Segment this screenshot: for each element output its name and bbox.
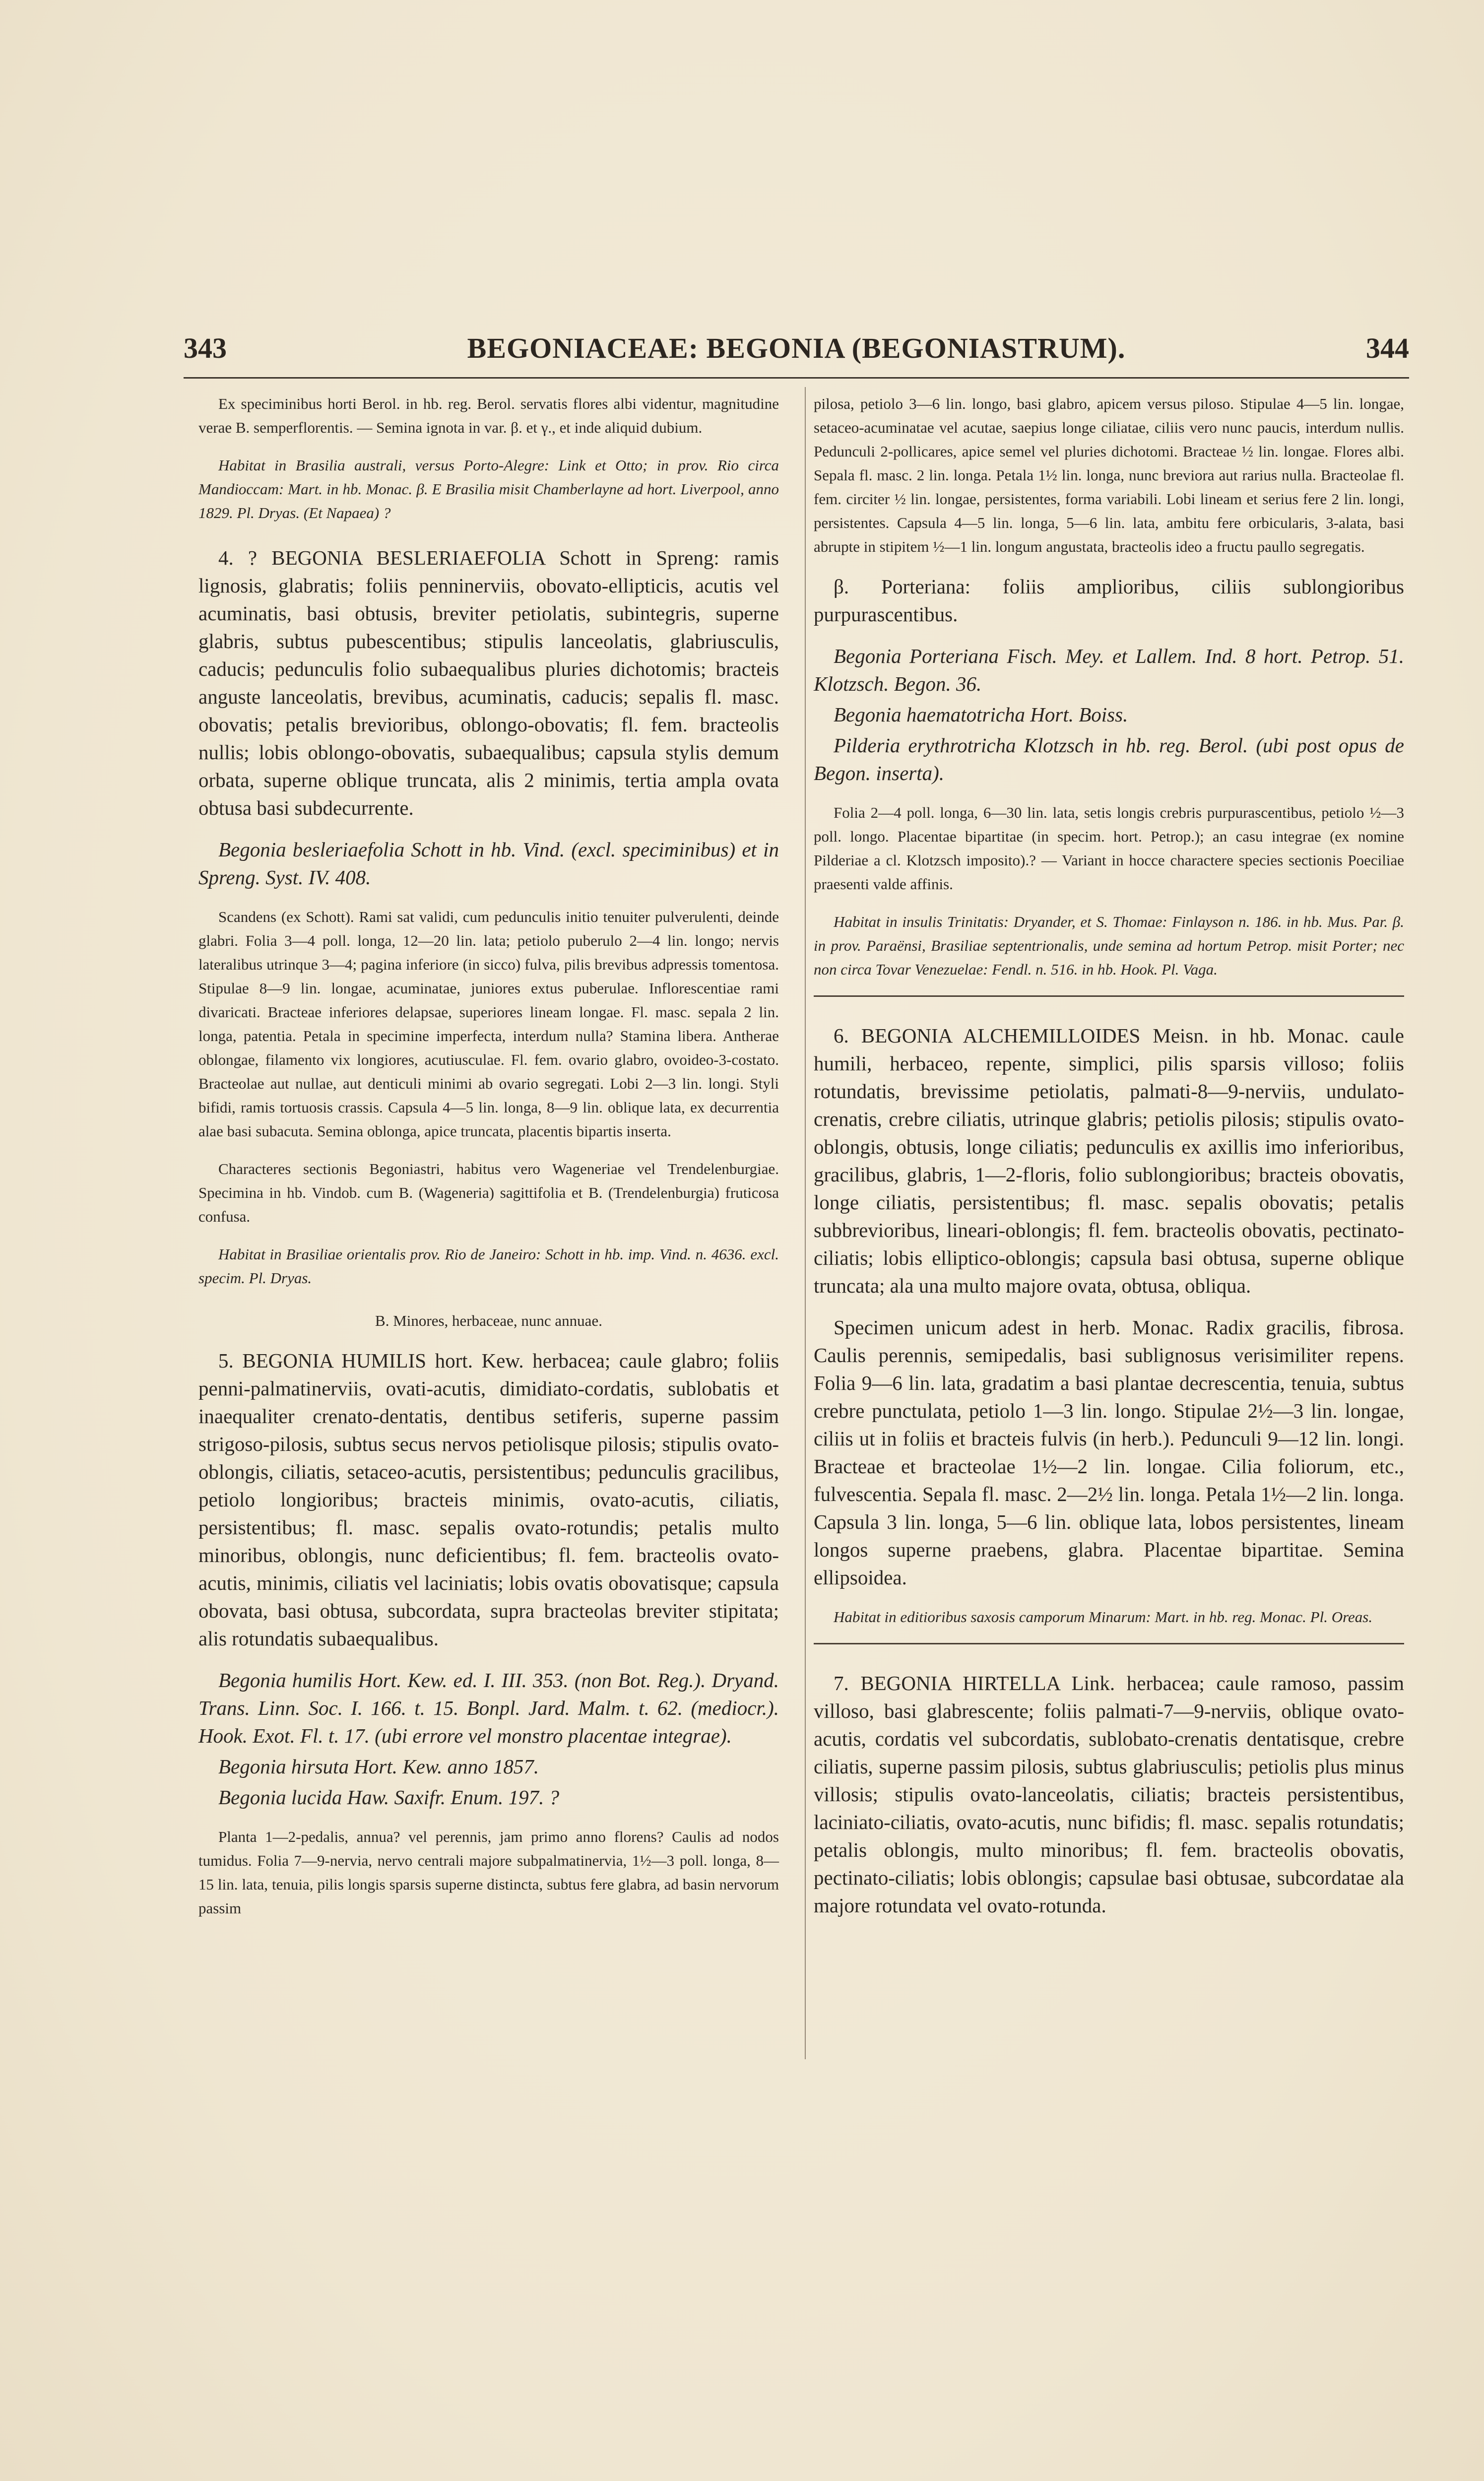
variety-heading: β. Porteriana: foliis amplioribus, ciliis sublongioribus purpurascentibus. [814,575,1404,626]
habitat-note: Habitat in Brasiliae orientalis prov. Rio de Janeiro: Schott in hb. imp. Vind. n. 4636. excl. specim. Pl. Dryas. [198,1245,779,1287]
synonym: Begonia lucida Haw. Saxifr. Enum. 197. ? [218,1786,560,1809]
synonym: Begonia humilis Hort. Kew. ed. I. III. 353. (non Bot. Reg.). Dryand. Trans. Linn. Soc. I. 166. t. 15. Bonpl. Jard. Malm. t. 62. (mediocr.). Hook. Exot. Fl. t. 17. (ubi errore vel monstro placentae integrae). [198,1669,779,1747]
paragraph: Folia 2—4 poll. longa, 6—30 lin. lata, setis longis crebris purpurascentibus, petiolo ½—3 poll. longo. Placentae bipartitae (in specim. hort. Petrop.); an casu integrae (ex nomine Pilderiae a cl. Klotzsch imposito).? — Variant in hocce charactere species sectionis Poeciliae praesenti valde affinis. [814,804,1404,893]
column-divider [805,387,806,2059]
synonym: Pilderia erythrotricha Klotzsch in hb. reg. Berol. (ubi post opus de Begon. inserta). [814,734,1404,784]
running-header [184,331,1409,371]
paragraph: Characteres sectionis Begoniastri, habitus vero Wageneriae vel Trendelenburgiae. Specimina in hb. Vindob. cum B. (Wageneria) sagittifolia et B. (Trendelenburgia) fruticosa confusa. [198,1160,779,1225]
species-description: 5. BEGONIA HUMILIS hort. Kew. herbacea; caule glabro; foliis penni-palmatinerviis, ovati-acutis, dimidiato-cordatis, sublobatis et inaequaliter crenato-dentatis, dentibus setiferis, superne passim strigoso-pilosis, subtus secus nervos petiolisque pilosis; stipulis ovato-oblongis, ciliatis, setaceo-acutis, persistentibus; pedunculis gracilibus, petiolo longioribus; bracteis minimis, ovato-acutis, ciliatis, persistentibus; fl. masc. sepalis ovato-rotundis; petalis multo minoribus, oblongis, nunc deficientibus; fl. fem. bracteolis ovato-acutis, minimis, ciliatis vel laciniatis; lobis ovatis obovatisque; capsula obovata, basi obtusa, subcordata, supra bracteolas breviter stipitata; alis rotundatis subaequalibus. [198,1349,779,1650]
species-description: 7. BEGONIA HIRTELLA Link. herbacea; caule ramoso, passim villoso, basi glabrescente; foliis palmati-7—9-nerviis, oblique ovato-acutis, cordatis vel subcordatis, sublobato-crenatis dentatisque, crebre ciliatis, superne passim pilosis, subtus glabriusculis; petiolis plus minus villosis; stipulis ovato-lanceolatis, ciliatis; bracteis persistentibus, laciniato-ciliatis, ovato-acutis, nunc bifidis; fl. masc. sepalis rotundatis; petalis oblongis, multo minoribus; fl. fem. bracteolis obovatis, pectinato-ciliatis; lobis oblongis; capsulae basi obtusae, subcordatae ala majore rotundata vel ovato-rotunda. [814,1672,1404,1917]
synonym: Begonia haematotricha Hort. Boiss. [834,703,1128,726]
paragraph: Scandens (ex Schott). Rami sat validi, cum pedunculis initio tenuiter pulverulenti, deinde glabri. Folia 3—4 poll. longa, 12—20 lin. lata; petiolo puberulo 2—4 lin. longo; nervis lateralibus utrinque 3—4; pagina inferiore (in sicco) fulva, pilis brevibus adpressis tomentosa. Stipulae 8—9 lin. longae, acuminatae, juniores extus puberulae. Inflorescentiae rami divaricati. Bracteae inferiores delapsae, superiores lineam longae. Fl. masc. sepala 2 lin. longa, patentia. Petala in specimine imperfecta, interdum nulla? Stamina libera. Antherae oblongae, filamento vix longiores, acutiusculae. Fl. fem. ovario glabro, ovoideo-3-costato. Bracteolae aut nullae, aut denticuli minimi ab ovario segregati. Lobi 2—3 lin. longi. Styli bifidi, ramis tortuosis crassis. Capsula 4—5 lin. longa, 8—9 lin. oblique lata, ex decurrentia alae basi subacuta. Semina oblonga, apice truncata, placentis bipartis inserta. [198,908,779,1140]
species-description: 6. BEGONIA ALCHEMILLOIDES Meisn. in hb. Monac. caule humili, herbaceo, repente, simplici, pilis sparsis villoso; foliis rotundatis, brevissime petiolatis, palmati-8—9-nerviis, undulato-crenatis, crebre ciliatis, utrinque glabris; petiolis pilosis; stipulis ovato-oblongis, obtusis, longe ciliatis; pedunculis ex axillis imo inferioribus, gracilibus, glabris, 1—2-floris, folio sublongioribus; bracteis obovatis, longe ciliatis, persistentibus; fl. masc. sepalis obovatis; petalis subbrevioribus, lineari-oblongis; fl. fem. bracteolis obovatis, pectinato-ciliatis; lobis elliptico-oblongis; capsula basi obtusa, superne oblique truncata; ala una multo majore ovata, obtusa, obliqua. [814,1024,1404,1297]
section-heading: B. Minores, herbaceae, nunc annuae. [375,1312,602,1329]
paragraph: Specimen unicum adest in herb. Monac. Radix gracilis, fibrosa. Caulis perennis, semipedalis, basi sublignosus verisimiliter repens. Folia 9—6 lin. lata, gradatim a basi plantae decrescentia, tenuia, subtus crebre punctulata, petiolo 1—3 lin. longo. Stipulae 2½—3 lin. longae, ciliis ut in foliis et bracteis fulvis (in herb.). Pedunculi 9—12 lin. longi. Bracteae et bracteolae 1½—2 lin. longae. Cilia foliorum, etc., fulvescentia. Sepala fl. masc. 2—2½ lin. longa. Petala 1½—2 lin. longa. Capsula 3 lin. longa, 5—6 lin. oblique lata, lobos persistentes, lineam longos superne praebens, glabra. Placentae bipartitae. Semina ellipsoidea. [814,1316,1404,1589]
left-column [198,392,779,1934]
paragraph: pilosa, petiolo 3—6 lin. longo, basi glabro, apicem versus piloso. Stipulae 4—5 lin. longae, setaceo-acuminatae vel acutae, saepius longe ciliatae, ciliis vero nunc paucis, interdum nullis. Pedunculi 2-pollicares, apice semel vel pluries dichotomi. Bracteae ½ lin. longae. Flores albi. Sepala fl. masc. 2 lin. longa. Petala 1½ lin. longa, nunc breviora aut rarius nulla. Bracteolae fl. fem. circiter ½ lin. longae, persistentes, forma variabili. Lobi lineam et serius fere 2 lin. longi, persistentes. Capsula 4—5 lin. longa, 5—6 lin. lata, ambitu fere orbicularis, 3-alata, basi abrupte in stipitem ½—1 lin. longum angustata, bracteolis ideo a fructu paullo segregatis. [814,395,1404,555]
section-rule [814,1643,1404,1644]
species-description: 4. ? BEGONIA BESLERIAEFOLIA Schott in Spreng: ramis lignosis, glabratis; foliis penninerviis, obovato-ellipticis, acutis vel acuminatis, basi obtusis, breviter petiolatis, subintegris, superne glabris, subtus pubescentibus; stipulis lanceolatis, glabriusculis, caducis; pedunculis folio subaequalibus pluries dichotomis; bracteis anguste lanceolatis, brevibus, acuminatis, caducis; sepalis fl. masc. obovatis; petalis brevioribus, oblongo-obovatis; fl. fem. bracteolis nullis; lobis oblongo-obovatis, subaequalibus; capsula stylis demum orbata, superne oblique truncata, alis 2 minimis, tertia ampla ovata obtusa basi subdecurrente. [198,546,779,819]
synonym: Begonia besleriaefolia Schott in hb. Vind. (excl. speciminibus) et in Spreng. Syst. IV. 408. [198,838,779,889]
habitat-note: Habitat in insulis Trinitatis: Dryander, et S. Thomae: Finlayson n. 186. in hb. Mus. Par. β. in prov. Paraënsi, Brasiliae septentrionalis, unde semina ad hortum Petrop. misit Porter; nec non circa Tovar Venezuelae: Fendl. n. 516. in hb. Hook. Pl. Vaga. [814,913,1404,978]
page-number-right: 344 [1366,332,1409,364]
habitat-note: Habitat in Brasilia australi, versus Porto-Alegre: Link et Otto; in prov. Rio circa Mandioccam: Mart. in hb. Monac. β. E Brasilia misit Chamberlayne ad hort. Liverpool, anno 1829. Pl. Dryas. (Et Napaea) ? [198,457,779,522]
synonym: Begonia hirsuta Hort. Kew. anno 1857. [218,1755,539,1778]
running-title: BEGONIACEAE: BEGONIA (BEGONIASTRUM). [467,332,1126,364]
habitat-note: Habitat in editioribus saxosis camporum Minarum: Mart. in hb. reg. Monac. Pl. Oreas. [834,1608,1373,1626]
paragraph: Planta 1—2-pedalis, annua? vel perennis, jam primo anno florens? Caulis ad nodos tumidus. Folia 7—9-nervia, nervo centrali majore subpalmatinervia, 1½—3 poll. longa, 8—15 lin. lata, tenuia, pilis longis sparsis superne distincta, subtus fere glabra, ad basin nervorum passim [198,1828,779,1917]
header-rule [184,377,1409,379]
synonym: Begonia Porteriana Fisch. Mey. et Lallem. Ind. 8 hort. Petrop. 51. Klotzsch. Begon. 36. [814,645,1404,695]
right-column [814,392,1404,1933]
section-rule [814,995,1404,997]
paragraph: Ex speciminibus horti Berol. in hb. reg. Berol. servatis flores albi videntur, magnitudine verae B. semperflorentis. — Semina ignota in var. β. et γ., et inde aliquid dubium. [198,395,779,436]
page-number-left: 343 [184,332,227,364]
